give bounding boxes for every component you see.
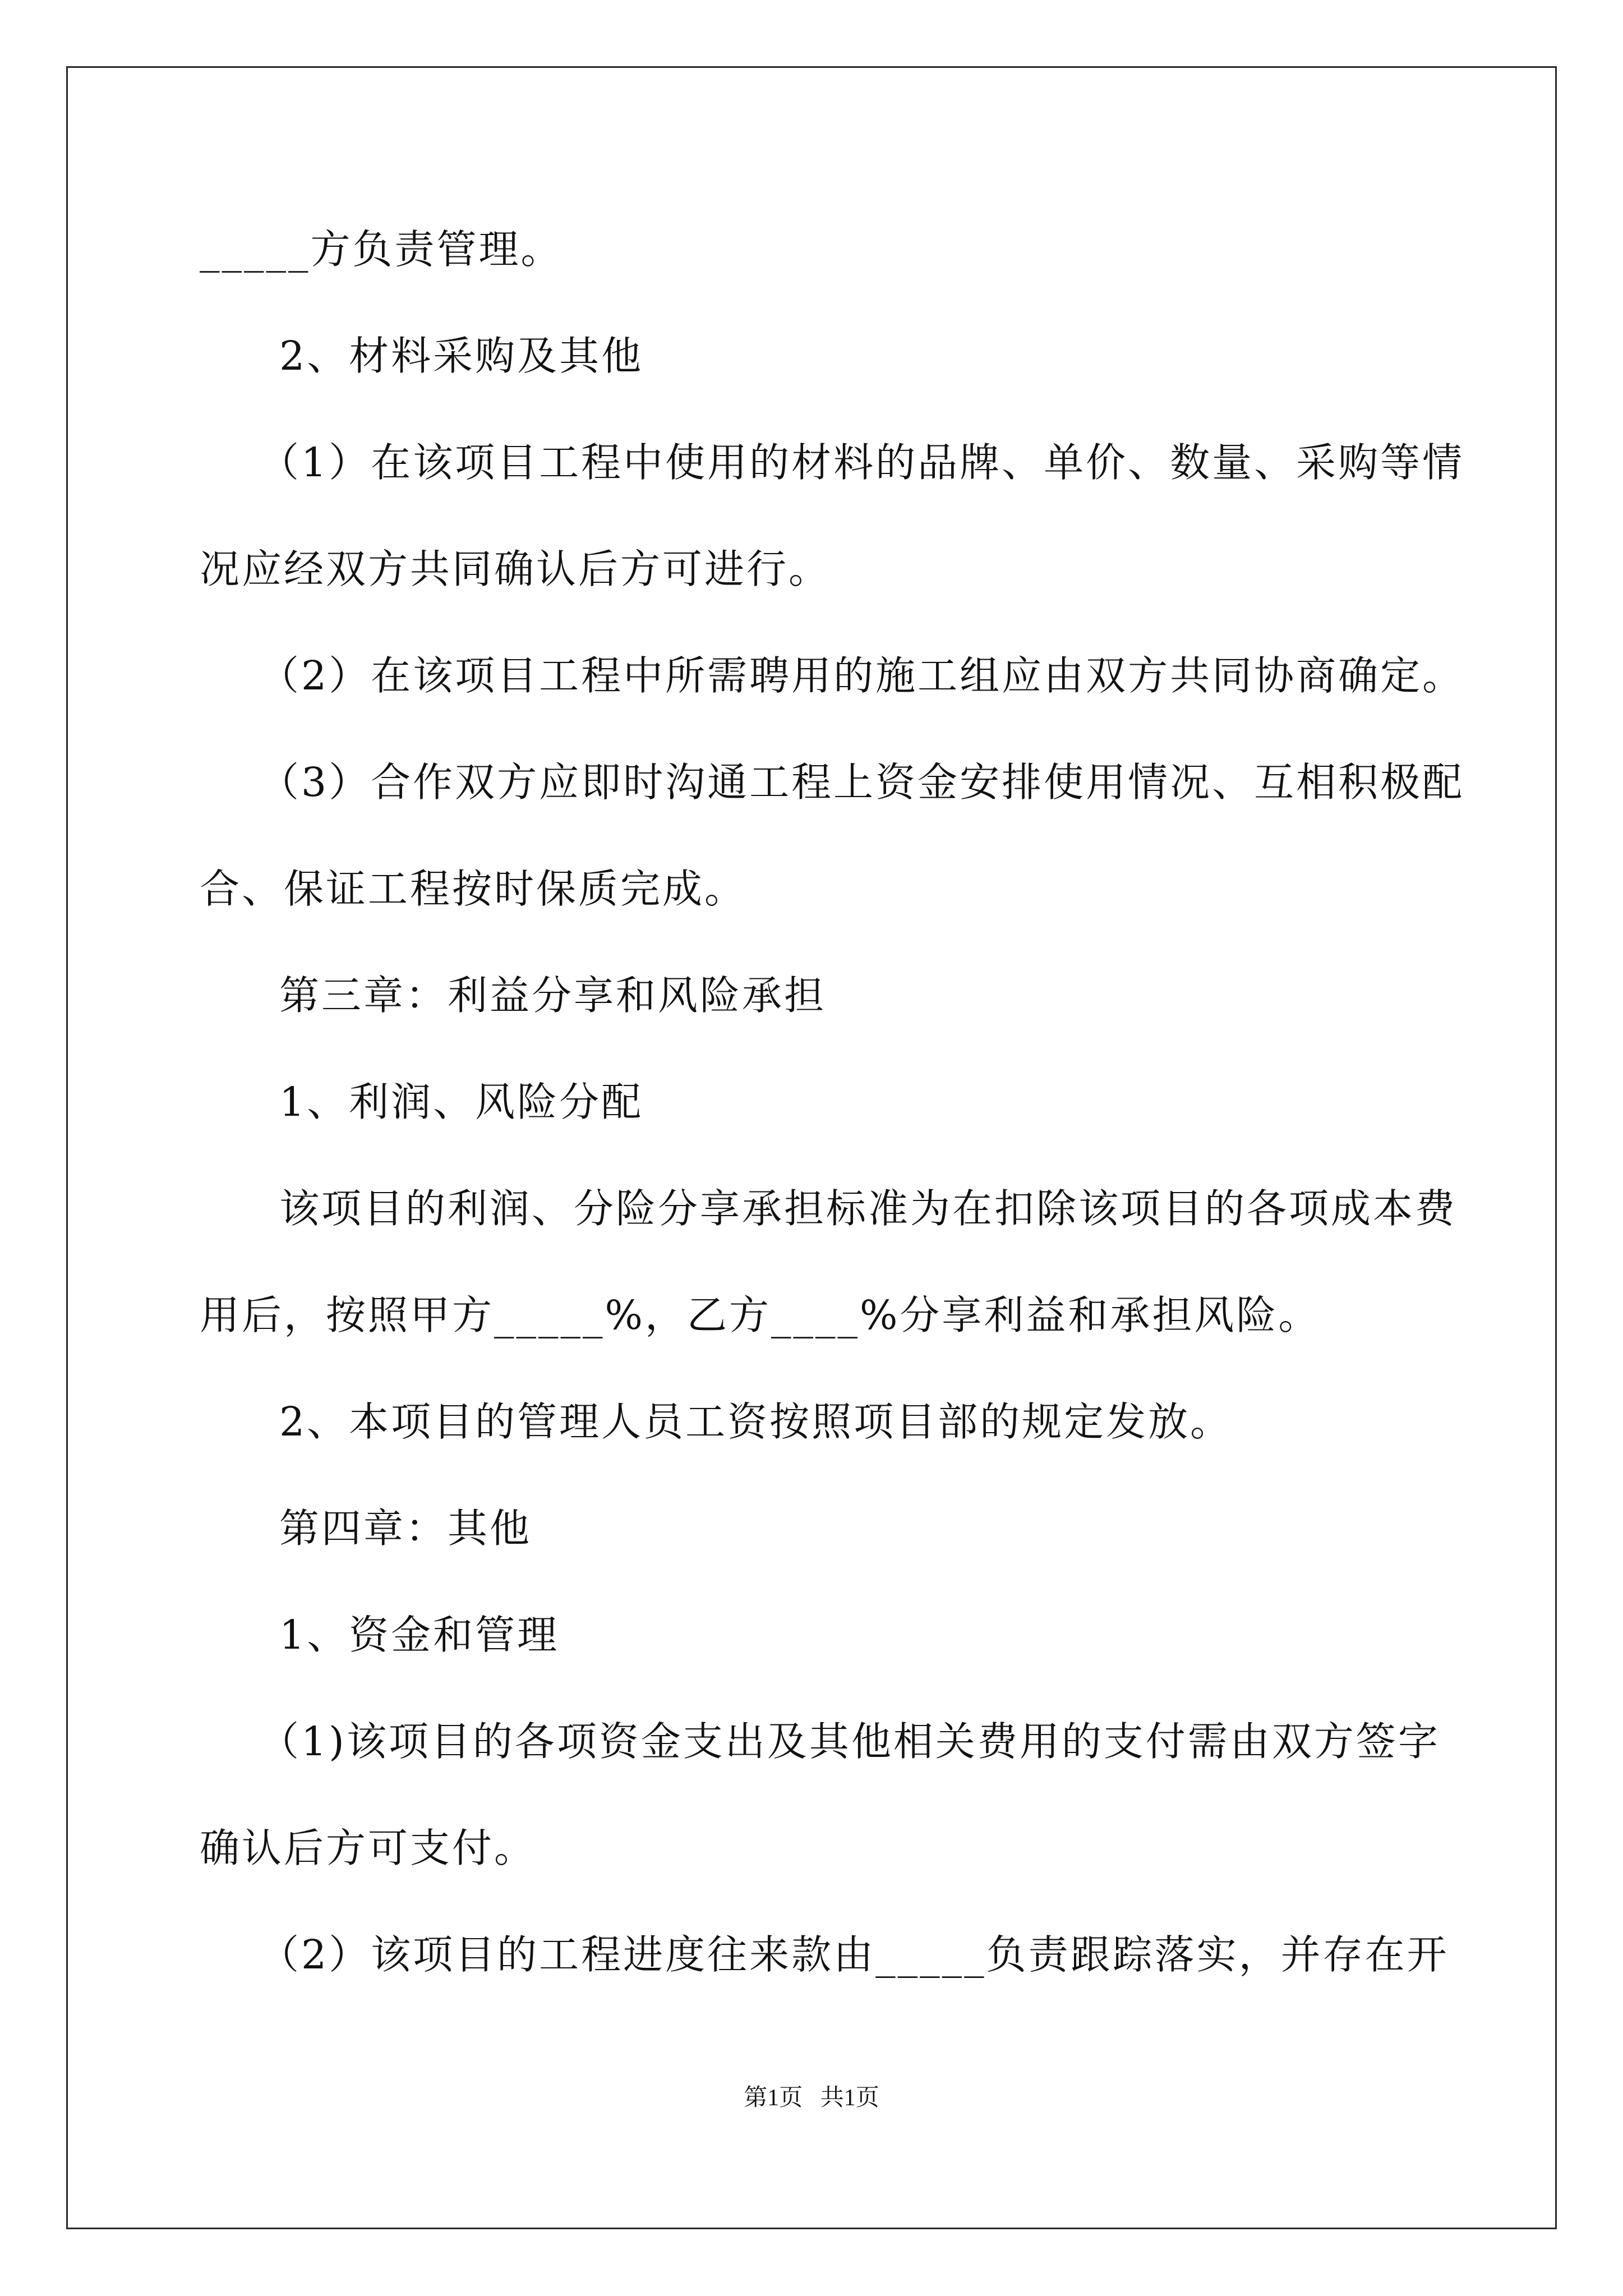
paragraph-line: （1）在该项目工程中使用的材料的品牌、单价、数量、采购等情 xyxy=(259,439,1465,486)
paragraph-line: 况应经双方共同确认后方可进行。 xyxy=(200,546,831,592)
section-heading: 2、本项目的管理人员工资按照项目部的规定发放。 xyxy=(279,1398,1233,1445)
section-heading: 1、资金和管理 xyxy=(279,1612,560,1658)
paragraph-line: 确认后方可支付。 xyxy=(200,1825,537,1871)
section-heading: 2、材料采购及其他 xyxy=(279,333,644,379)
paragraph-line: （2）该项目的工程进度往来款由_____负责跟踪落实，并存在开 xyxy=(259,1931,1449,1978)
paragraph-line: 该项目的利润、分险分享承担标准为在扣除该项目的各项成本费 xyxy=(279,1185,1458,1232)
chapter-heading: 第四章：其他 xyxy=(279,1505,532,1552)
page-number: 第1页 共1页 xyxy=(744,2085,879,2111)
page-footer xyxy=(0,2081,1623,2115)
chapter-heading: 第三章：利益分享和风险承担 xyxy=(279,972,827,1019)
paragraph-line: 用后，按照甲方_____%，乙方____%分享利益和承担风险。 xyxy=(200,1292,1321,1338)
paragraph-line: （2）在该项目工程中所需聘用的施工组应由双方共同协商确定。 xyxy=(259,652,1465,699)
paragraph-line: _____方负责管理。 xyxy=(200,226,563,273)
page-border xyxy=(66,66,1557,2229)
paragraph-line: （1)该项目的各项资金支出及其他相关费用的支付需由双方签字 xyxy=(259,1718,1440,1765)
section-heading: 1、利润、风险分配 xyxy=(279,1079,644,1125)
paragraph-line: 合、保证工程按时保质完成。 xyxy=(200,866,747,912)
paragraph-line: （3）合作双方应即时沟通工程上资金安排使用情况、互相积极配 xyxy=(259,759,1465,806)
